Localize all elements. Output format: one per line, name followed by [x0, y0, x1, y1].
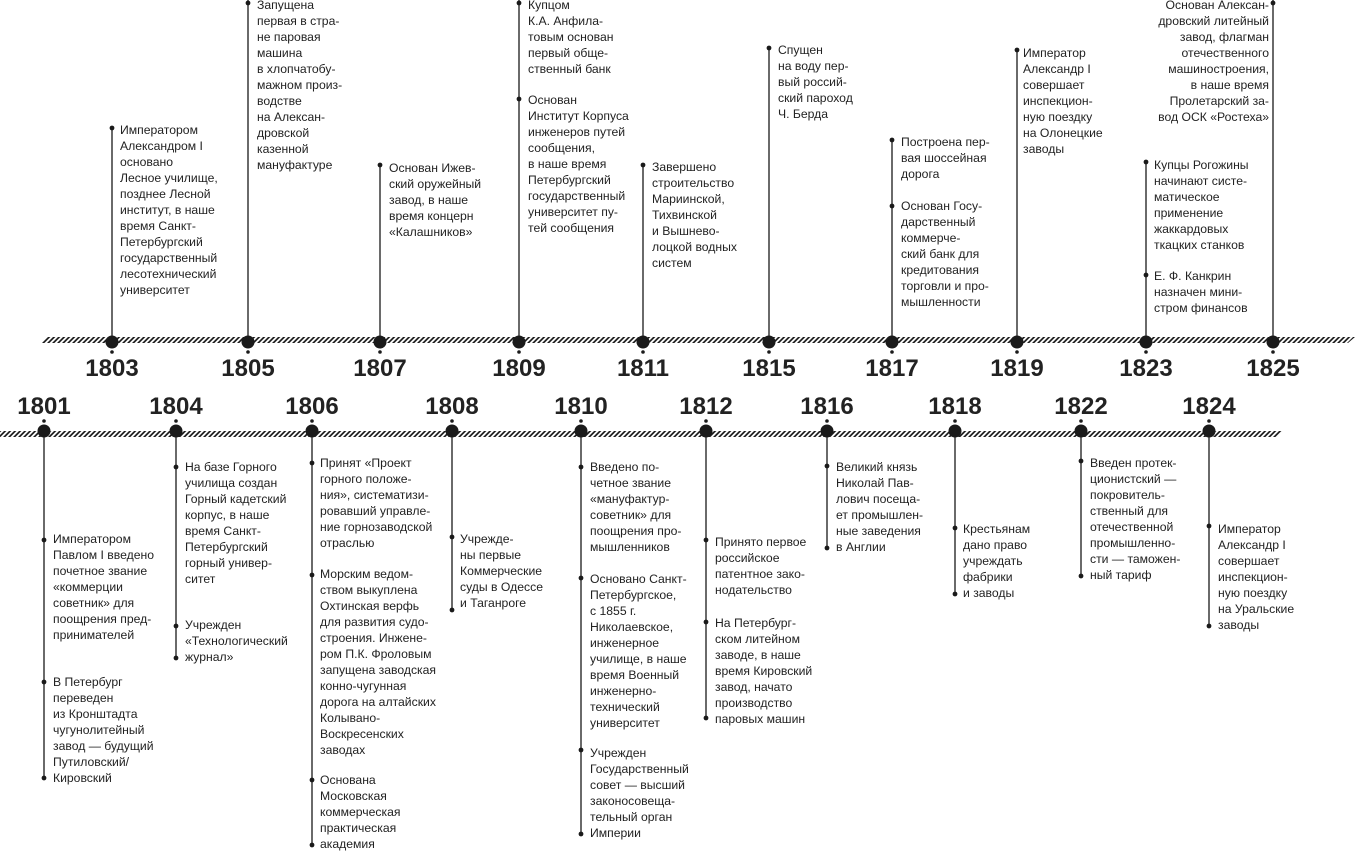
year-label-1815: 1815 [742, 355, 796, 382]
event-text-1809a: Купцом К.А. Анфила- товым основан первый обще- ственный банк [528, 0, 614, 76]
lower-timeline-bar [0, 431, 1282, 437]
event-marker-dot [825, 464, 830, 469]
event-text-1806c: Основана Московская коммерческая практическая академия [320, 773, 401, 851]
event-marker-dot [1015, 48, 1020, 53]
event-text-1809b: Основан Институт Корпуса инженеров путей сообщения, в наше время Петербургский государственный университет пу- тей сообщения [528, 93, 629, 235]
year-label-1806: 1806 [285, 393, 339, 420]
year-label-1825: 1825 [1246, 355, 1300, 382]
event-marker-dot [890, 138, 895, 143]
event-marker-dot [246, 1, 251, 6]
event-text-1803: Императором Александром I основано Лесное училище, позднее Лесной институт, в наше время Санкт- Петербургский государственный лесотехнический университет [120, 123, 218, 297]
event-marker-dot [641, 163, 646, 168]
year-node-dot [1015, 350, 1019, 354]
event-text-1822: Введен протек- ционистский — покровитель- ственный для отечественной промышленно- сти — таможен- ный тариф [1090, 456, 1181, 582]
event-marker-dot [1144, 273, 1149, 278]
event-text-1823b: Е. Ф. Канкрин назначен мини- стром финансов [1154, 269, 1248, 315]
event-marker-dot [579, 748, 584, 753]
event-text-1815: Спущен на воду пер- вый россий- ский пароход Ч. Берда [778, 43, 853, 121]
event-text-1810b: Основано Санкт- Петербургское, с 1855 г. Николаевское, инженерное училище, в наше время Военный инженерно- технический университет [590, 572, 687, 730]
event-marker-dot [1207, 524, 1212, 529]
year-label-1801: 1801 [17, 393, 71, 420]
event-text-1812b: На Петербург- ском литейном заводе, в наше время Кировский завод, начато производство паровых машин [715, 616, 813, 726]
year-label-1822: 1822 [1054, 393, 1108, 420]
year-node-dot [1144, 350, 1148, 354]
event-marker-dot [890, 204, 895, 209]
event-text-1801b: В Петербург переведен из Кронштадта чугунолитейный завод — будущий Путиловский/ Кировский [53, 675, 154, 785]
event-marker-dot [953, 526, 958, 531]
event-text-1824: Император Александр I совершает инспекцион- ную поездку на Уральские заводы [1218, 522, 1295, 632]
year-label-1805: 1805 [221, 355, 275, 382]
year-label-1808: 1808 [425, 393, 479, 420]
year-node-dot [378, 350, 382, 354]
event-marker-dot [767, 46, 772, 51]
event-text-1819: Император Александр I совершает инспекцион- ную поездку на Олонецкие заводы [1023, 46, 1103, 156]
event-marker-dot [1079, 459, 1084, 464]
event-marker-dot [174, 656, 179, 661]
year-node-dot [890, 350, 894, 354]
year-node-dot [1271, 350, 1275, 354]
event-marker-dot [1271, 1, 1276, 6]
event-text-1816: Великий князь Николай Пав- лович посеща- ет промышлен- ные заведения в Англии [836, 460, 924, 554]
event-text-1811: Завершено строительство Мариинской, Тихвинской и Вышнево- лоцкой водных систем [652, 160, 737, 270]
event-marker-dot [579, 576, 584, 581]
event-marker-dot [378, 163, 383, 168]
event-marker-dot [704, 716, 709, 721]
event-marker-dot [42, 538, 47, 543]
event-marker-dot [450, 535, 455, 540]
event-text-1801a: Императором Павлом I введено почетное звание «коммерции советник» для поощрения пред- принимателей [53, 532, 155, 642]
event-marker-dot [310, 778, 315, 783]
year-label-1819: 1819 [990, 355, 1044, 382]
year-label-1803: 1803 [85, 355, 139, 382]
event-text-1825: Основан Алексан- дровский литейный завод, флагман отечественного машиностроения, в наше время Пролетарский за- вод ОСК «Ростеха» [1158, 0, 1269, 124]
year-node-dot [110, 350, 114, 354]
event-marker-dot [174, 624, 179, 629]
event-text-1810c: Учрежден Государственный совет — высший законосовеща- тельный орган Империи [590, 746, 689, 840]
event-text-1823a: Купцы Рогожины начинают систе- матическое применение жаккардовых ткацких станков [1154, 158, 1249, 252]
year-label-1818: 1818 [928, 393, 982, 420]
event-marker-dot [1079, 574, 1084, 579]
event-text-1806b: Морским ведом- ством выкуплена Охтинская верфь для развития судо- строения. Инжене- ром П.К. Фроловым запущена заводская конно-чугунная дорога на алтайских Колывано- Воскресенских заводах [320, 567, 437, 757]
event-text-1807: Основан Ижев- ский оружейный завод, в наше время концерн «Калашников» [389, 161, 482, 239]
year-label-1811: 1811 [616, 355, 670, 382]
year-label-1809: 1809 [492, 355, 546, 382]
year-label-1823: 1823 [1119, 355, 1173, 382]
event-text-1804b: Учрежден «Технологический журнал» [185, 618, 288, 664]
event-text-1806a: Принят «Проект горного положе- ния», систематизи- ровавший управле- ние горнозаводской отраслью [320, 456, 433, 550]
event-marker-dot [42, 776, 47, 781]
event-text-1810a: Введено по- четное звание «мануфактур- советник» для поощрения про- мышленников [590, 460, 682, 554]
event-marker-dot [953, 592, 958, 597]
event-text-1804a: На базе Горного училища создан Горный кадетский корпус, в наше время Санкт- Петербургский горный универ- ситет [185, 460, 287, 586]
year-label-1804: 1804 [149, 393, 203, 420]
year-label-1824: 1824 [1182, 393, 1236, 420]
year-node-dot [517, 350, 521, 354]
event-text-1808: Учрежде- ны первые Коммерческие суды в Одессе и Таганроге [460, 532, 543, 610]
event-text-1817a: Построена пер- вая шоссейная дорога [901, 135, 990, 181]
event-text-1812a: Принято первое российское патентное зако- нодательство [715, 535, 807, 597]
event-text-1805: Запущена первая в стра- не паровая машина в хлопчатобу- мажном произ- водстве на Алексан- дровской казенной мануфактуре [257, 0, 343, 172]
event-marker-dot [825, 546, 830, 551]
event-marker-dot [310, 573, 315, 578]
event-marker-dot [579, 832, 584, 837]
event-marker-dot [579, 465, 584, 470]
upper-timeline-bar [40, 337, 1355, 343]
year-label-1810: 1810 [554, 393, 608, 420]
year-label-1807: 1807 [353, 355, 407, 382]
event-text-1817b: Основан Госу- дарственный коммерче- ский банк для кредитования торговли и про- мышленности [901, 199, 989, 309]
event-marker-dot [704, 620, 709, 625]
year-node-dot [767, 350, 771, 354]
year-node-dot [641, 350, 645, 354]
year-label-1812: 1812 [679, 393, 733, 420]
year-node-dot [246, 350, 250, 354]
event-marker-dot [1207, 624, 1212, 629]
event-text-1818: Крестьянам дано право учреждать фабрики и заводы [963, 522, 1031, 600]
event-marker-dot [310, 843, 315, 848]
event-marker-dot [517, 97, 522, 102]
event-marker-dot [1144, 160, 1149, 165]
event-marker-dot [42, 680, 47, 685]
event-marker-dot [110, 126, 115, 131]
event-marker-dot [704, 538, 709, 543]
event-marker-dot [174, 465, 179, 470]
event-marker-dot [450, 608, 455, 613]
event-marker-dot [517, 1, 522, 6]
event-marker-dot [310, 461, 315, 466]
year-label-1816: 1816 [800, 393, 854, 420]
year-label-1817: 1817 [865, 355, 919, 382]
